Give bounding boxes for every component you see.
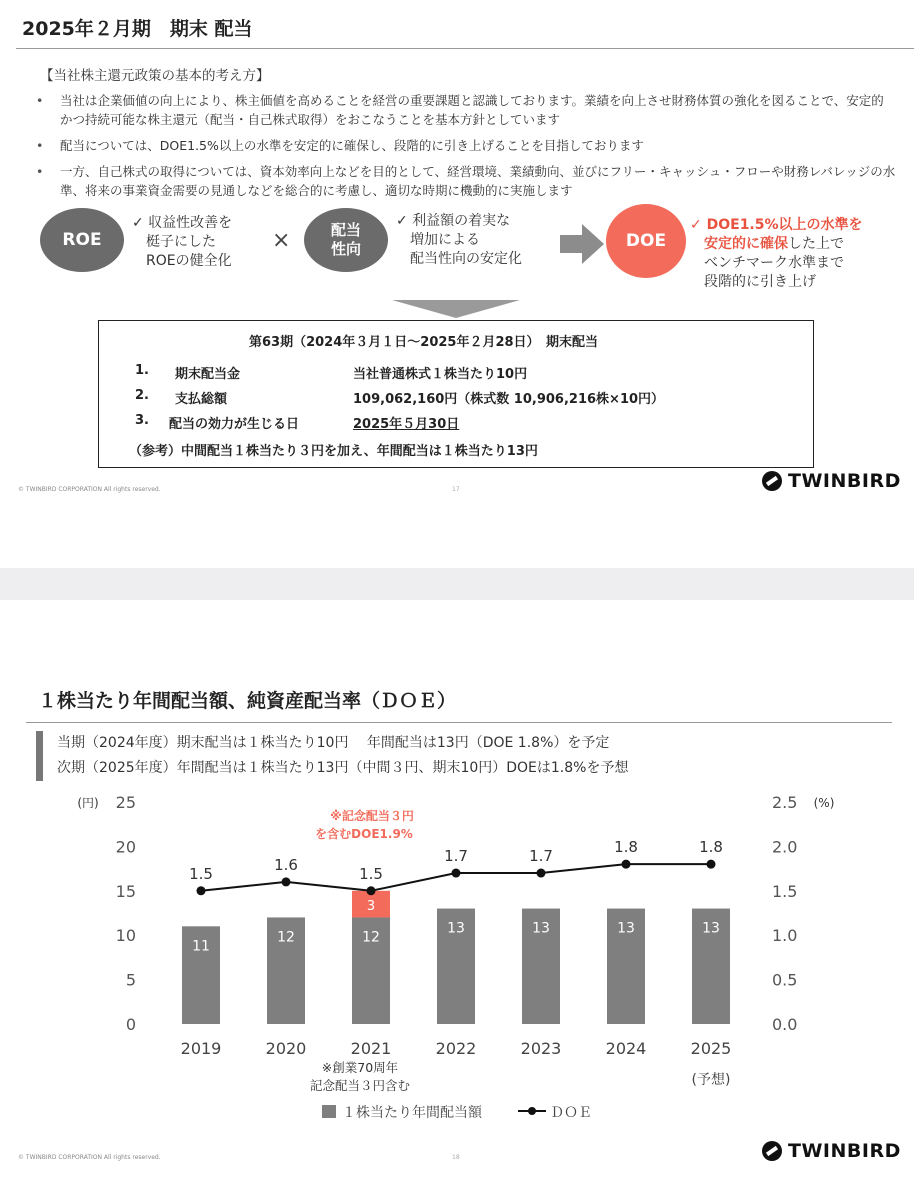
page-number: 17 [452, 486, 460, 493]
anniversary-note: ※創業70周年 [321, 1060, 399, 1075]
roe-circle: ROE [40, 208, 124, 272]
bar-value-label: 13 [532, 920, 550, 937]
box-heading: 第63期（2024年３月１日～2025年２月28日） 期末配当 [249, 335, 599, 350]
doe-value-label: 1.7 [529, 847, 553, 866]
doe-value-label: 1.8 [699, 838, 723, 857]
policy-bullet: • 一方、自己株式の取得については、資本効率向上などを目的として、経営環境、業績動向、並びにフリー・キャッシュ・フローや財務レバレッジの水準、将来の事業資金需要の見通しなどを総合的に考慮し、適切な時期に機動的に実施します [36, 162, 896, 200]
slide-17 [0, 0, 914, 568]
bar-value-label: 12 [277, 929, 295, 946]
doe-point [452, 869, 461, 878]
x-axis-tick-label: 2019 [180, 1039, 222, 1058]
row-value: 当社普通株式１株当たり10円 [353, 367, 528, 382]
twinbird-logo-icon [762, 1141, 782, 1161]
row-value: 2025年５月30日 [353, 417, 460, 432]
right-axis-tick-label: 2.0 [772, 837, 798, 857]
doe-value-label: 1.8 [614, 838, 638, 857]
left-axis-tick-label: 5 [125, 970, 136, 990]
bar-value-label: 13 [447, 920, 465, 937]
chevron-down-icon [392, 300, 520, 318]
payout-description: ✓ 利益額の着実な 増加による 配当性向の安定化 [396, 213, 522, 267]
x-axis-tick-label: 2025 [690, 1039, 732, 1058]
row-number: 2. [135, 388, 149, 403]
dividend-summary-box [98, 320, 814, 468]
right-axis-tick-label: 0.0 [772, 1015, 798, 1034]
doe-description [690, 216, 863, 292]
x-axis-tick-label: 2021 [350, 1039, 392, 1058]
reference-note: （参考）中間配当１株当たり３円を加え、年間配当は１株当たり13円 [129, 444, 538, 459]
doe-circle: DOE [606, 204, 686, 278]
left-axis-tick-label: 15 [115, 881, 136, 901]
policy-heading: 【当社株主還元政策の基本的考え方】 [40, 68, 270, 84]
twinbird-logo [762, 1140, 901, 1162]
doe-value-label: 1.5 [189, 864, 213, 883]
twinbird-logo-icon [762, 471, 782, 491]
doe-point [197, 886, 206, 895]
policy-bullet: • 当社は企業価値の向上により、株主価値を高めることを経営の重要課題と認識しております。業績を向上させ財務体質の強化を図ることで、安定的かつ持続可能な株主還元（配当・自己株式取得）をおこなうことを基本方針としています [36, 91, 896, 129]
logo-text: TWINBIRD [788, 1140, 901, 1162]
left-axis-tick-label: 10 [115, 926, 136, 946]
bar-value-label: 11 [192, 938, 210, 955]
policy-bullet-list [36, 91, 896, 207]
page-title: 2025年２月期 期末 配当 [22, 18, 253, 40]
left-axis-tick-label: 20 [115, 837, 136, 857]
right-axis-unit: (%) [813, 796, 835, 810]
policy-bullet: • 配当については、DOE1.5%以上の水準を安定的に確保し、段階的に引き上げることを目指しております [36, 136, 896, 155]
slide-18 [0, 600, 914, 1200]
right-axis-tick-label: 1.5 [772, 881, 798, 901]
doe-value-label: 1.7 [444, 847, 468, 866]
doe-point [707, 860, 716, 869]
x-axis-sublabel: (予想) [691, 1072, 731, 1088]
arrow-right-icon [560, 224, 604, 264]
row-label: 期末配当金 [175, 367, 241, 382]
row-number: 1. [135, 363, 149, 378]
row-label: 支払総額 [175, 392, 228, 407]
copyright-text: © TWINBIRD CORPORATION All rights reserved. [18, 1154, 161, 1161]
bar-value-label: 13 [617, 920, 635, 937]
legend-line-marker [528, 1107, 536, 1115]
left-axis-unit: (円) [77, 796, 99, 810]
logo-text: TWINBIRD [788, 470, 901, 492]
page-title: １株当たり年間配当額、純資産配当率（ＤＯＥ） [38, 690, 457, 712]
doe-rest: した上で ベンチマーク水準まで 段階的に引き上げ [703, 236, 844, 290]
commemorative-doe-note: を含むDOE1.9% [315, 827, 413, 841]
row-number: 3. [135, 413, 149, 428]
left-axis-tick-label: 25 [115, 793, 136, 812]
doe-value-label: 1.5 [359, 864, 383, 883]
legend-bar-label: １株当たり年間配当額 [342, 1105, 482, 1121]
row-label: 配当の効力が生じる日 [169, 417, 300, 432]
doe-point [367, 886, 376, 895]
copyright-text: © TWINBIRD CORPORATION All rights reserved. [18, 486, 161, 493]
note-line-next: 次期（2025年度）年間配当は１株当たり13円（中間３円、期末10円）DOEは1.8%を予想 [57, 760, 629, 776]
twinbird-logo [762, 470, 901, 492]
legend-line-label: ＤＯＥ [550, 1105, 592, 1121]
stack-value-label: 3 [366, 898, 376, 914]
doe-value-label: 1.6 [274, 855, 298, 874]
x-axis-tick-label: 2024 [605, 1039, 647, 1058]
bar-value-label: 13 [702, 920, 720, 937]
commemorative-doe-note: ※記念配当３円 [330, 809, 414, 823]
right-axis-tick-label: 1.0 [772, 926, 798, 946]
payout-ratio-circle: 配当 性向 [304, 208, 388, 272]
x-axis-tick-label: 2022 [435, 1039, 477, 1058]
doe-point [537, 869, 546, 878]
title-divider [16, 48, 914, 49]
right-axis-tick-label: 0.5 [772, 970, 798, 990]
doe-point [622, 860, 631, 869]
x-axis-tick-label: 2023 [520, 1039, 562, 1058]
anniversary-note: 記念配当３円含む [309, 1078, 411, 1093]
bar-value-label: 12 [362, 929, 380, 946]
note-line-current: 当期（2024年度）期末配当は１株当たり10円 年間配当は13円（DOE 1.8%）を予定 [57, 735, 610, 751]
left-axis-tick-label: 0 [125, 1015, 136, 1034]
roe-description: ✓ 収益性改善を 梃子にした ROEの健全化 [132, 215, 233, 269]
dividend-doe-chart [0, 600, 914, 1140]
x-axis-tick-label: 2020 [265, 1039, 307, 1058]
doe-highlight: ✓ DOE1.5%以上の水準を 安定的に確保 [690, 217, 863, 252]
times-symbol: × [272, 228, 291, 253]
row-value: 109,062,160円（株式数 10,906,216株×10円） [353, 392, 665, 407]
page-number: 18 [452, 1154, 460, 1161]
doe-point [282, 877, 291, 886]
right-axis-tick-label: 2.5 [772, 793, 798, 812]
legend-bar-swatch [322, 1105, 336, 1118]
